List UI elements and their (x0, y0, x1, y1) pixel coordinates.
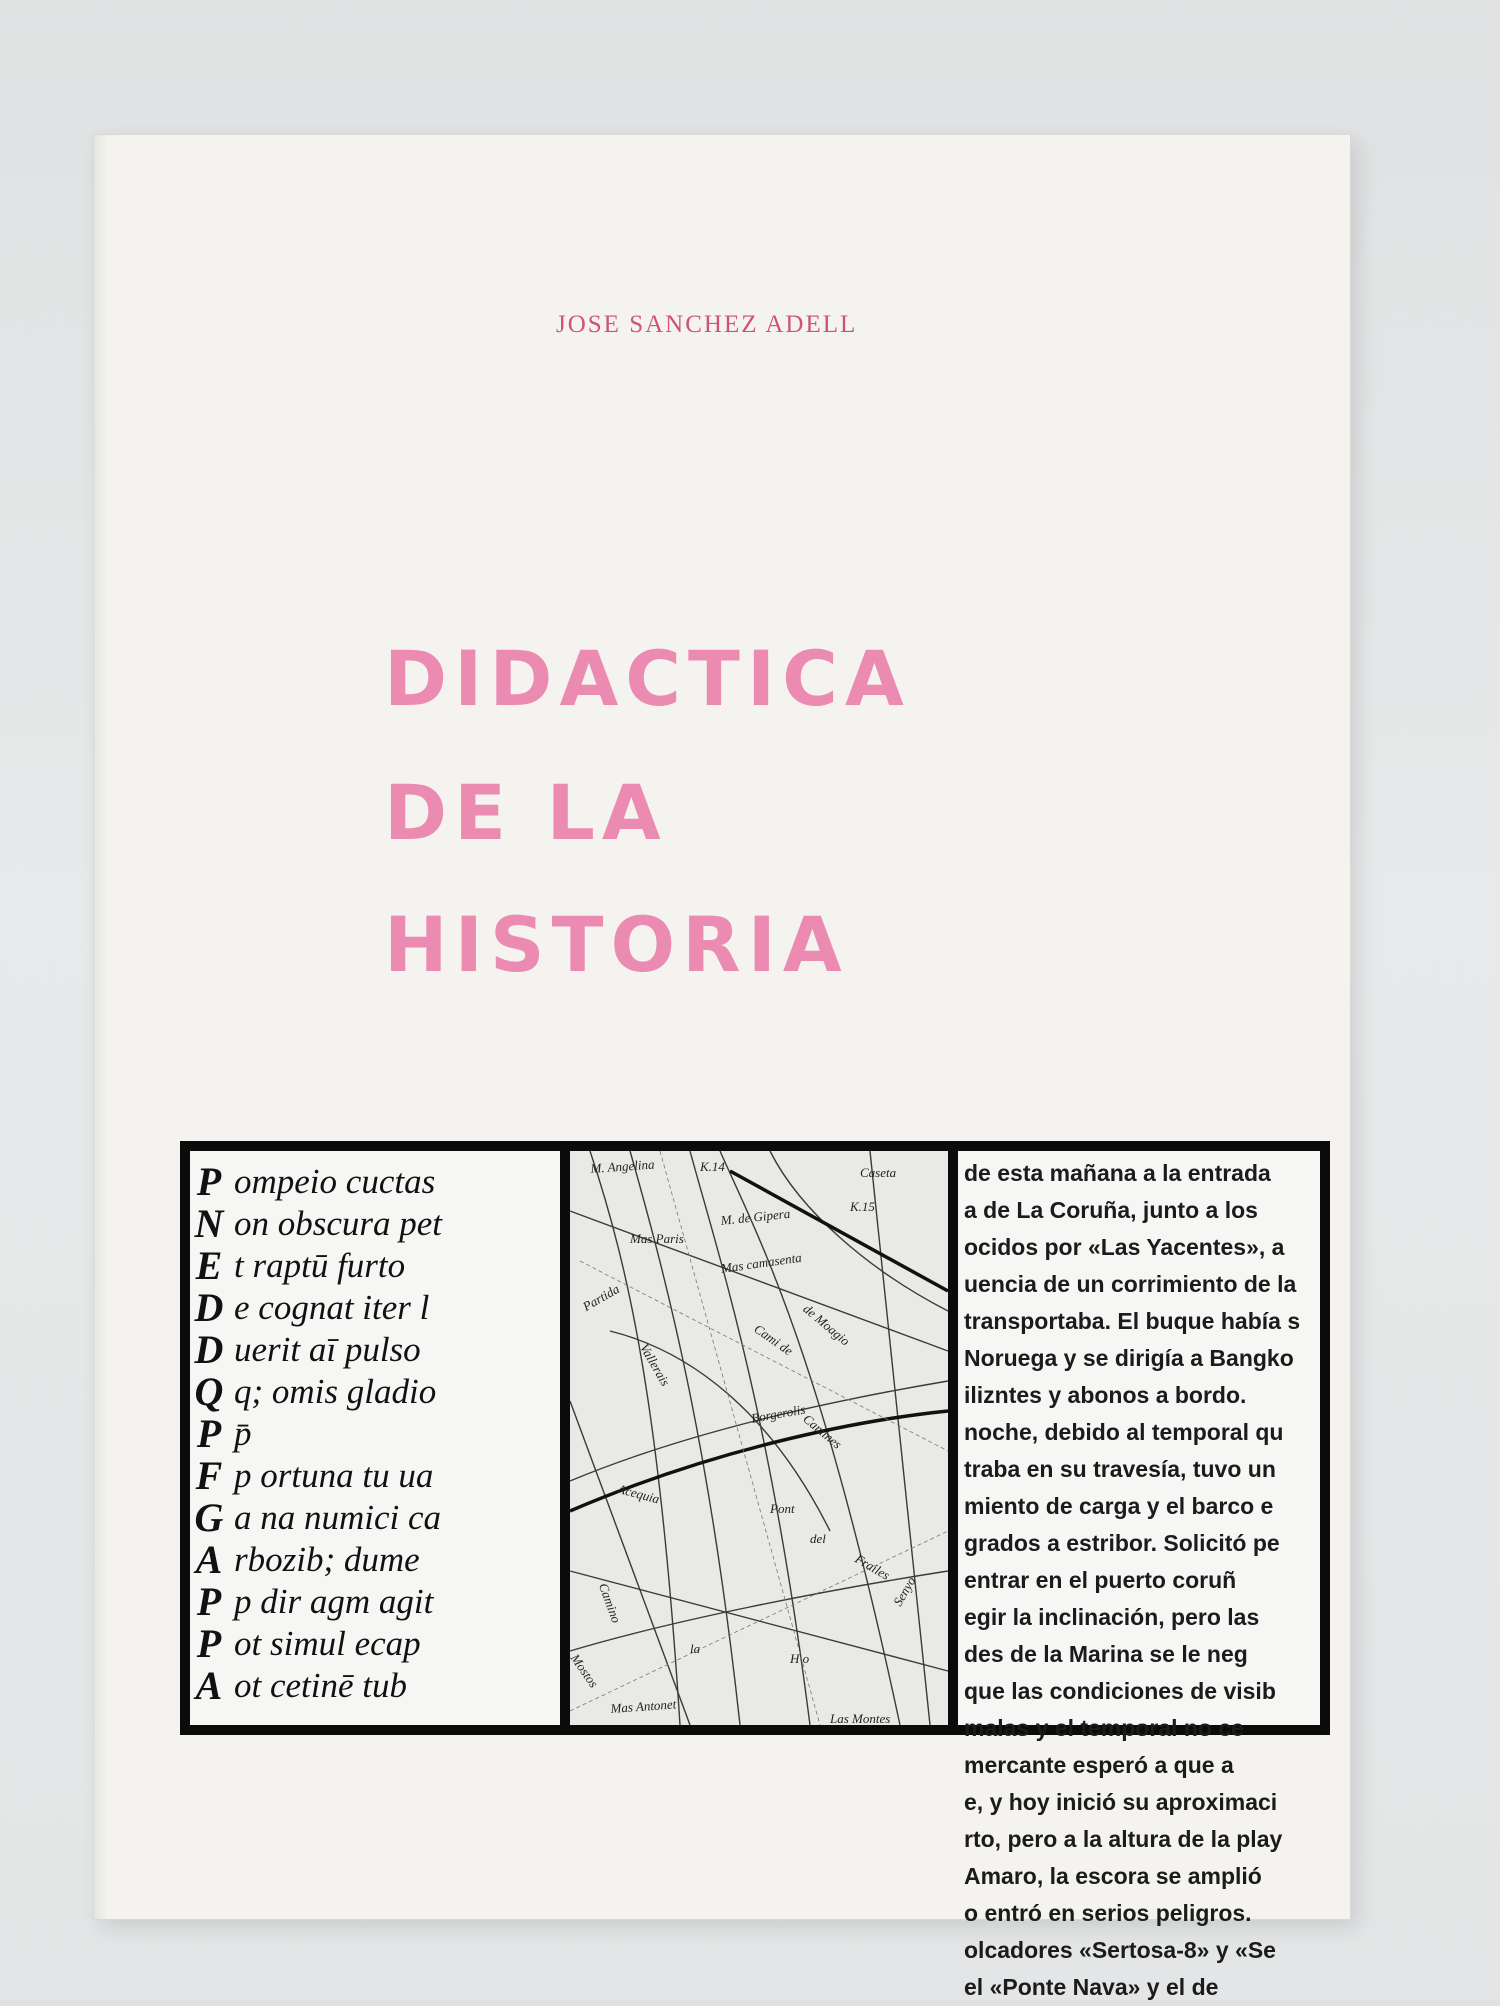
map-label: del (810, 1531, 826, 1546)
manuscript-row (190, 1539, 560, 1581)
newspaper-line: egir la inclinación, pero las (964, 1604, 1260, 1630)
manuscript-row (190, 1497, 560, 1539)
manuscript-initial: A (195, 1537, 223, 1582)
title-line-1: DIDACTICA (384, 634, 911, 723)
newspaper-line: rto, pero a la altura de la play (964, 1826, 1283, 1852)
manuscript-line: ot simul ecap (234, 1624, 421, 1663)
newspaper-line: que las condiciones de visib (964, 1678, 1276, 1704)
manuscript-text (190, 1161, 560, 1707)
manuscript-line: p ortuna tu ua (234, 1456, 434, 1495)
map-label: Frailes (852, 1551, 893, 1583)
manuscript-initial: D (194, 1285, 224, 1330)
title-line-2: DE LA (384, 768, 668, 857)
manuscript-line: ot cetinē tub (234, 1666, 408, 1705)
map-label: Mas Antonet (610, 1696, 677, 1716)
manuscript-row (190, 1161, 560, 1203)
newspaper-line: miento de carga y el barco e (964, 1493, 1274, 1519)
manuscript-line: on obscura pet (234, 1204, 443, 1243)
map-label: M. de Gipera (720, 1205, 791, 1228)
newspaper-line: o entró en serios peligros. (964, 1900, 1252, 1926)
manuscript-initial: N (194, 1201, 224, 1246)
newspaper-line: transportaba. El buque había s (964, 1308, 1301, 1334)
map-label: Cami de (751, 1321, 796, 1359)
manuscript-line: q; omis gladio (234, 1372, 437, 1411)
manuscript-initial: G (194, 1495, 224, 1540)
manuscript-initial: E (195, 1243, 223, 1288)
title-line-3: HISTORIA (384, 900, 849, 989)
manuscript-line: uerit aī pulso (234, 1330, 421, 1369)
map-label: Mostos (567, 1651, 602, 1691)
newspaper-line: ilizntes y abonos a bordo. (964, 1382, 1247, 1408)
manuscript-row (190, 1413, 560, 1455)
manuscript-row (190, 1455, 560, 1497)
manuscript-line: t raptū furto (234, 1246, 406, 1285)
newspaper-line: malas y el temporal no ce (964, 1715, 1244, 1741)
manuscript-row (190, 1665, 560, 1707)
map-label: Vallerais (637, 1341, 674, 1389)
manuscript-row (190, 1623, 560, 1665)
manuscript-line: ompeio cuctas (234, 1162, 436, 1201)
manuscript-row (190, 1581, 560, 1623)
map-label: K.15 (850, 1199, 875, 1214)
manuscript-initial: Q (194, 1369, 224, 1414)
map-label: Mas Paris (630, 1231, 684, 1246)
manuscript-line: rbozib; dume (234, 1540, 420, 1579)
newspaper-line: entrar en el puerto coruñ (964, 1567, 1237, 1593)
map-label: la (690, 1641, 701, 1656)
manuscript-row (190, 1371, 560, 1413)
manuscript-initial: P (196, 1621, 222, 1666)
manuscript-initial: A (195, 1663, 223, 1708)
book-cover (93, 134, 1351, 2000)
manuscript-line: a na numici ca (234, 1498, 442, 1537)
newspaper-line: traba en su travesía, tuvo un (964, 1456, 1276, 1482)
book-spine (94, 135, 108, 1919)
manuscript-row (190, 1287, 560, 1329)
newspaper-line: Noruega y se dirigía a Bangko (964, 1345, 1294, 1371)
author-name: JOSE SANCHEZ ADELL (556, 311, 858, 338)
map-panel (567, 1151, 948, 1726)
map-label: Partida (580, 1281, 622, 1314)
newspaper-line: noche, debido al temporal qu (964, 1419, 1284, 1445)
manuscript-row (190, 1245, 560, 1287)
manuscript-initial: D (194, 1327, 224, 1372)
manuscript-initial: P (196, 1159, 222, 1204)
map-label: Caseta (860, 1165, 897, 1180)
newspaper-line: des de la Marina se le neg (964, 1641, 1248, 1667)
map-label: Las Montes (830, 1711, 891, 1726)
map-label: de Moagio (800, 1301, 853, 1349)
manuscript-line: e cognat iter l (234, 1288, 430, 1327)
manuscript-row (190, 1329, 560, 1371)
manuscript-row (190, 1203, 560, 1245)
newspaper-line: a de La Coruña, junto a los (964, 1197, 1258, 1223)
newspaper-line: olcadores «Sertosa-8» y «Se (964, 1937, 1276, 1963)
newspaper-line: mercante esperó a que a (964, 1752, 1234, 1778)
newspaper-line: e, y hoy inició su aproximaci (964, 1789, 1278, 1815)
map-label: Acequia (616, 1481, 662, 1507)
newspaper-line: Amaro, la escora se amplió (964, 1863, 1262, 1889)
map-label: Senyo (890, 1574, 919, 1609)
newspaper-line: grados a estribor. Solicitó pe (964, 1530, 1280, 1556)
map-label: K.14 (700, 1159, 725, 1174)
manuscript-initial: F (195, 1453, 223, 1498)
manuscript-line: p dir agm agit (234, 1582, 434, 1621)
map-label: Pont (770, 1501, 795, 1516)
newspaper-line: el «Ponte Nava» y el de (964, 1974, 1219, 2000)
map-label: Camines (800, 1411, 845, 1452)
map-drawing (570, 1151, 948, 1725)
newspaper-text (964, 1155, 1384, 2006)
manuscript-initial: P (196, 1579, 222, 1624)
map-label: Mas camasenta (720, 1249, 803, 1276)
map-label: Borgerolis (750, 1401, 807, 1426)
manuscript-line: p̄ (234, 1414, 252, 1453)
image-strip (180, 1141, 1330, 2000)
map-label: H o (790, 1651, 810, 1666)
newspaper-line: uencia de un corrimiento de la (964, 1271, 1297, 1297)
newspaper-line: de esta mañana a la entrada (964, 1160, 1271, 1186)
manuscript-initial: P (196, 1411, 222, 1456)
manuscript-panel (190, 1151, 560, 1725)
newspaper-line: ocidos por «Las Yacentes», a (964, 1234, 1285, 1260)
map-label: M. Angelina (590, 1156, 655, 1176)
map-label: Camino (595, 1581, 625, 1625)
newspaper-panel (958, 1151, 1320, 2000)
